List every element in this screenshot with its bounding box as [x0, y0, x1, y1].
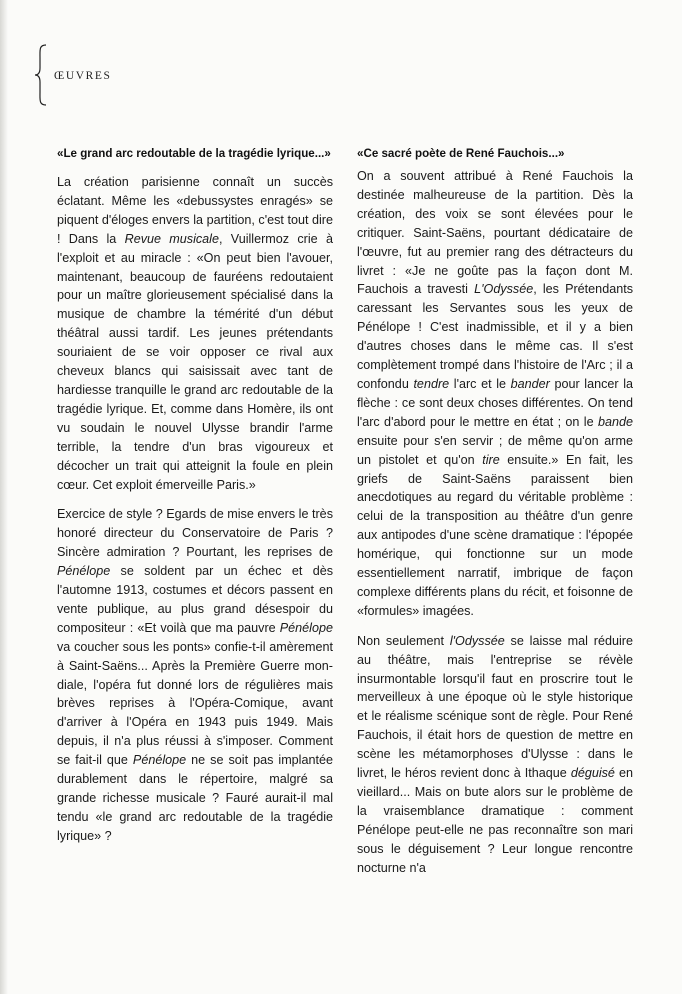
left-paragraph-1	[57, 173, 333, 494]
left-column	[57, 144, 333, 857]
section-title: ŒUVRES	[54, 70, 112, 82]
text-run: va coucher sous les ponts» confie-t-il amèrement à Saint-Saëns... Après la Première Guerre mondiale, l'opéra fut donné lors de régulières mais brèves reprises à l'Opéra-Comique, avant d'arriver à l'Opéra en 1943 puis 1949. Mais depuis, il n'a plus réussi à s'imposer. Comment se fait-il que	[57, 639, 333, 768]
text-run: , les Prétendants caressant les Servantes sous les yeux de Pénélope ! C'est inadmissible, et il y a bien d'autres choses dans le même cas. Il s'est complètement trompé dans l'histoire de l'Arc ; il a confondu	[357, 282, 633, 391]
italic-text-run: tire	[482, 452, 500, 467]
page-edge-shadow	[0, 0, 8, 994]
italic-text-run: tendre	[413, 376, 450, 391]
text-run: se soldent par un échec et dès l'automne 1913, costumes et décors passent en vente publique, au plus grand désespoir du compositeur : «Et voilà que ma pauvre	[57, 564, 333, 635]
text-run: Exercice de style ? Egards de mise envers le très honoré directeur du Conservatoire de Paris ? Sincère admiration ? Pourtant, les reprises de	[57, 507, 333, 560]
italic-text-run: Pénélope	[279, 620, 333, 635]
italic-text-run: Pénélope	[132, 753, 187, 768]
left-paragraph-2	[57, 505, 333, 845]
text-run: pour lancer la flèche : ce sont deux choses différentes. On tend l'arc d'abord pour le mettre en état ; on le	[357, 376, 633, 429]
italic-text-run: Revue musicale	[124, 231, 219, 246]
curly-brace-icon	[34, 44, 48, 106]
italic-text-run: bander	[510, 376, 550, 391]
text-run: en vieillard... Mais on bute alors sur le problème de la vraisemblance dramatique : comment Pénélope peut-elle ne pas reconnaître son mari sous le déguisement ? Leur longue rencontre nocturne n'a	[357, 766, 633, 875]
right-column-heading: «Ce sacré poète de René Fauchois...»	[357, 147, 565, 160]
right-paragraph-1	[357, 167, 633, 621]
right-paragraph-2	[357, 632, 633, 878]
italic-text-run: Pénélope	[57, 564, 111, 579]
text-run: se laisse mal réduire au théâtre, mais l'entreprise se révèle insurmontable lorsqu'il faut en proscrire tout le merveilleux à une époque où le style historique et le réalisme scénique sont de règle. Pour René Fauchois, il était hors de question de mettre en scène les métamorphoses d'Ulysse : dans le livret, le héros revient donc à Ithaque	[357, 633, 633, 781]
text-run: l'arc et le	[449, 376, 511, 391]
italic-text-run: l'Odyssée	[449, 633, 505, 648]
italic-text-run: déguisé	[570, 766, 615, 781]
italic-text-run: bande	[597, 414, 633, 429]
italic-text-run: L'Odyssée	[474, 282, 534, 297]
text-run: Non seulement	[357, 633, 450, 648]
right-column	[357, 144, 633, 889]
left-column-heading: «Le grand arc redoutable de la tragédie lyrique...»	[57, 147, 331, 160]
text-run: La création parisienne connaît un succès éclatant. Même les «debussystes enragés» se piquent d'éloges envers la partition, c'est tout dire ! Dans la	[57, 175, 333, 246]
section-header	[34, 44, 234, 106]
text-run: On a souvent attribué à René Fauchois la destinée malheureuse de la partition. Dès la création, des voix se sont élevées pour le critiquer. Saint-Saëns, pourtant dédicataire de l'œuvre, fut au premier rang des détracteurs du livret : «Je ne goûte pas la façon dont M. Fauchois a travesti	[357, 169, 633, 297]
text-run: ensuite.» En fait, les griefs de Saint-Saëns paraissent bien anecdotiques au regard du véritable problème : celui de la transposition au théâtre d'un genre aux antipodes d'une scène dramatique : l'épopée homérique, qui fonctionne sur un mode essentiellement narratif, imbrique de façon complexe différents plans du récit, et foisonne de «formules» imagées.	[357, 452, 633, 618]
text-run: ensuite pour s'en servir ; de même qu'on arme un pistolet et qu'on	[357, 433, 633, 467]
text-run: , Vuillermoz crie à l'exploit et au miracle : «On peut bien l'avouer, maintenant, beaucoup de fauréens redoutaient pour un maître glorieusement spécialisé dans la musique de chambre la témérité d'un début théâtral aussi tardif. Les jeunes prétendants souriaient de se voir opposer ce rival aux cheveux blancs qui saisissait avec tant de hardiesse tranquille le grand arc redoutable de la tragédie lyrique. Et, comme dans Homère, ils ont vu soudain le nouvel Ulysse brandir l'arme terrible, la tendre d'un bras vigoureux et décocher un trait qui atteignit la foule en plein cœur. Cet exploit émerveille Paris.»	[57, 231, 333, 492]
text-run: ne se soit pas implantée durablement dans le répertoire, malgré sa grande richesse musicale ? Fauré aurait-il mal tendu «le grand arc redoutable de la tragédie lyrique» ?	[57, 753, 333, 843]
